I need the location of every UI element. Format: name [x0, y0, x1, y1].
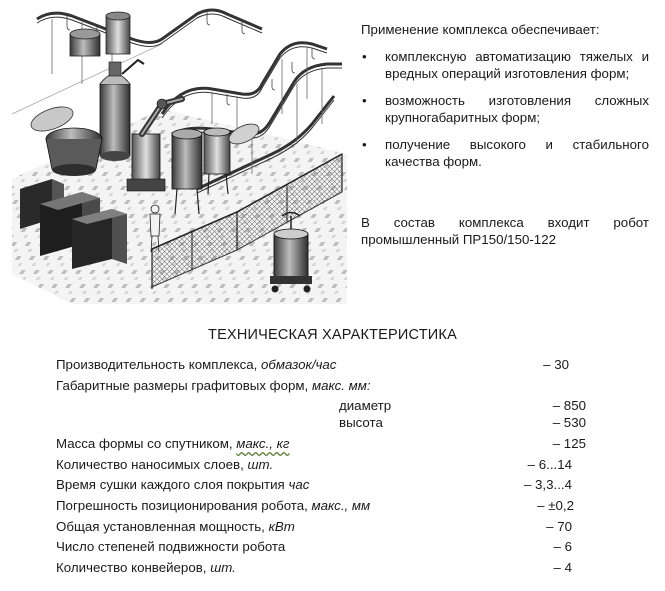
spec-label: Общая установленная мощность,: [56, 518, 265, 534]
spec-subrow: [56, 397, 586, 414]
spec-label: Число степеней подвижности робота: [56, 539, 286, 555]
spec-unit: макс., мм: [311, 497, 371, 513]
spec-row: [56, 456, 586, 477]
spec-label: Габаритные размеры графитовых форм,: [56, 377, 309, 393]
bullet-icon: •: [362, 137, 367, 152]
spec-unit: час: [288, 477, 310, 493]
spec-row: [56, 559, 586, 580]
spec-value: – 4: [553, 559, 572, 575]
spec-row: [56, 476, 586, 497]
spec-row: [56, 497, 586, 518]
spec-row: [56, 377, 586, 398]
spec-label: Производительность комплекса,: [56, 357, 258, 372]
spec-value: – 6: [553, 539, 572, 555]
spec-value: – 125: [552, 436, 586, 452]
spec-label: Время сушки каждого слоя покрытия: [56, 477, 285, 493]
list-item: • комплексную автоматизацию тяжелых и вредных операций изготовления форм;: [362, 49, 649, 81]
intro-heading: Применение комплекса обеспечивает:: [361, 22, 600, 37]
spec-unit: шт.: [247, 456, 274, 472]
spec-unit: обмазок/час: [261, 357, 337, 372]
spec-label: Количество конвейеров,: [56, 559, 207, 575]
spec-unit: макс., кг: [236, 436, 290, 452]
spec-unit: макс. мм:: [311, 377, 371, 393]
complex-illustration: [12, 4, 347, 304]
spec-row: [56, 518, 586, 539]
spec-sublabel: высота: [339, 415, 383, 431]
spec-value: – 850: [552, 398, 586, 414]
spec-unit: шт.: [210, 559, 236, 575]
bullet-icon: •: [362, 49, 367, 64]
spec-subrow: [56, 414, 586, 431]
bullet-icon: •: [362, 93, 367, 108]
spec-value: – 3,3...4: [523, 477, 572, 493]
benefit-list: [361, 48, 649, 170]
composition-text: В состав комплекса входит робот промышленный ПР150/150-122: [361, 215, 649, 247]
spec-value: – 530: [552, 415, 586, 431]
spec-row: [56, 356, 586, 377]
spec-value: – 6...14: [527, 456, 572, 472]
complex-drawing: [12, 4, 347, 304]
spec-value: – 70: [546, 518, 572, 534]
list-item: • возможность изготовления сложных крупногабаритных форм;: [362, 93, 649, 125]
spec-row: [56, 538, 586, 559]
spec-value: – ±0,2: [537, 497, 574, 513]
list-item: • получение высокого и стабильного качества форм.: [362, 137, 649, 169]
spec-title: ТЕХНИЧЕСКАЯ ХАРАКТЕРИСТИКА: [208, 327, 457, 343]
spec-sublabel: диаметр: [339, 398, 392, 414]
intro-block: [361, 21, 649, 180]
spec-label: Масса формы со спутником,: [56, 436, 233, 452]
spec-label: Количество наносимых слоев,: [56, 456, 244, 472]
spec-value: – 30: [543, 357, 569, 372]
spec-table: [56, 356, 586, 579]
spec-label: Погрешность позиционирования робота,: [56, 497, 308, 513]
spec-unit: кВт: [268, 518, 295, 534]
spec-row: [56, 435, 586, 456]
left-dish: [28, 102, 102, 176]
